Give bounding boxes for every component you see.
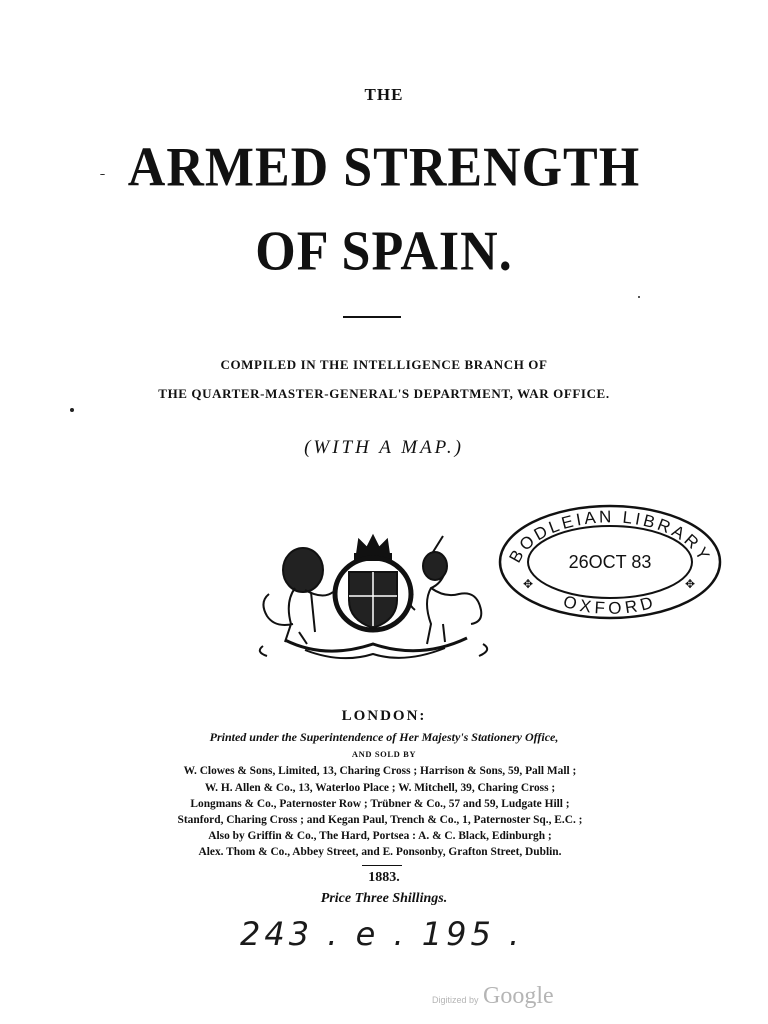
imprint-printed: Printed under the Superintendence of Her Majesty's Stationery Office, [209, 730, 559, 744]
title-divider [343, 316, 401, 318]
compiled-line-2: THE QUARTER-MASTER-GENERAL'S DEPARTMENT, WAR OFFICE. [158, 386, 610, 401]
google-logo-icon: Google [482, 983, 554, 1009]
publisher-line: Alex. Thom & Co., Abbey Street, and E. Ponsonby, Grafton Street, Dublin. [198, 846, 562, 858]
stamp-bottom-text: OXFORD [561, 591, 659, 619]
imprint-city: LONDON: [341, 708, 427, 724]
title-prefix: THE [364, 85, 404, 104]
publication-year: 1883. [368, 870, 400, 885]
watermark-prefix: Digitized by [432, 995, 479, 1005]
digitized-watermark [432, 983, 554, 1010]
compiled-line-1: COMPILED IN THE INTELLIGENCE BRANCH OF [220, 357, 548, 372]
scan-speck [638, 296, 640, 298]
title-line-2: OF SPAIN. [255, 220, 513, 283]
scan-speck [70, 408, 74, 412]
stamp-ornament-left-icon: ✥ [523, 577, 534, 591]
publisher-line: W. Clowes & Sons, Limited, 13, Charing Cross ; Harrison & Sons, 59, Pall Mall ; [183, 765, 577, 777]
imprint-divider [362, 865, 402, 866]
publisher-line: Also by Griffin & Co., The Hard, Portsea : A. & C. Black, Edinburgh ; [208, 830, 552, 842]
map-note: (WITH A MAP.) [304, 437, 464, 458]
stamp-date: 26OCT 83 [568, 552, 652, 572]
publisher-line: Longmans & Co., Paternoster Row ; Trübner & Co., 57 and 59, Ludgate Hill ; [190, 798, 570, 810]
publisher-line: Stanford, Charing Cross ; and Kegan Paul, Trench & Co., 1, Paternoster Sq., E.C. ; [177, 814, 583, 826]
stamp-ornament-right-icon: ✥ [685, 577, 696, 591]
publisher-line: W. H. Allen & Co., 13, Waterloo Place ; W. Mitchell, 39, Charing Cross ; [204, 782, 556, 794]
library-stamp [497, 503, 723, 621]
stamp-top-text: BODLEIAN LIBRARY [505, 507, 715, 566]
scan-speck [100, 174, 105, 175]
title-line-1: ARMED STRENGTH [127, 136, 641, 199]
price-note: Price Three Shillings. [320, 891, 448, 906]
imprint-sold-by: AND SOLD BY [351, 749, 417, 759]
coat-of-arms-icon [245, 532, 501, 662]
handwritten-shelfmark: 243 . e . 195 . [240, 915, 524, 953]
